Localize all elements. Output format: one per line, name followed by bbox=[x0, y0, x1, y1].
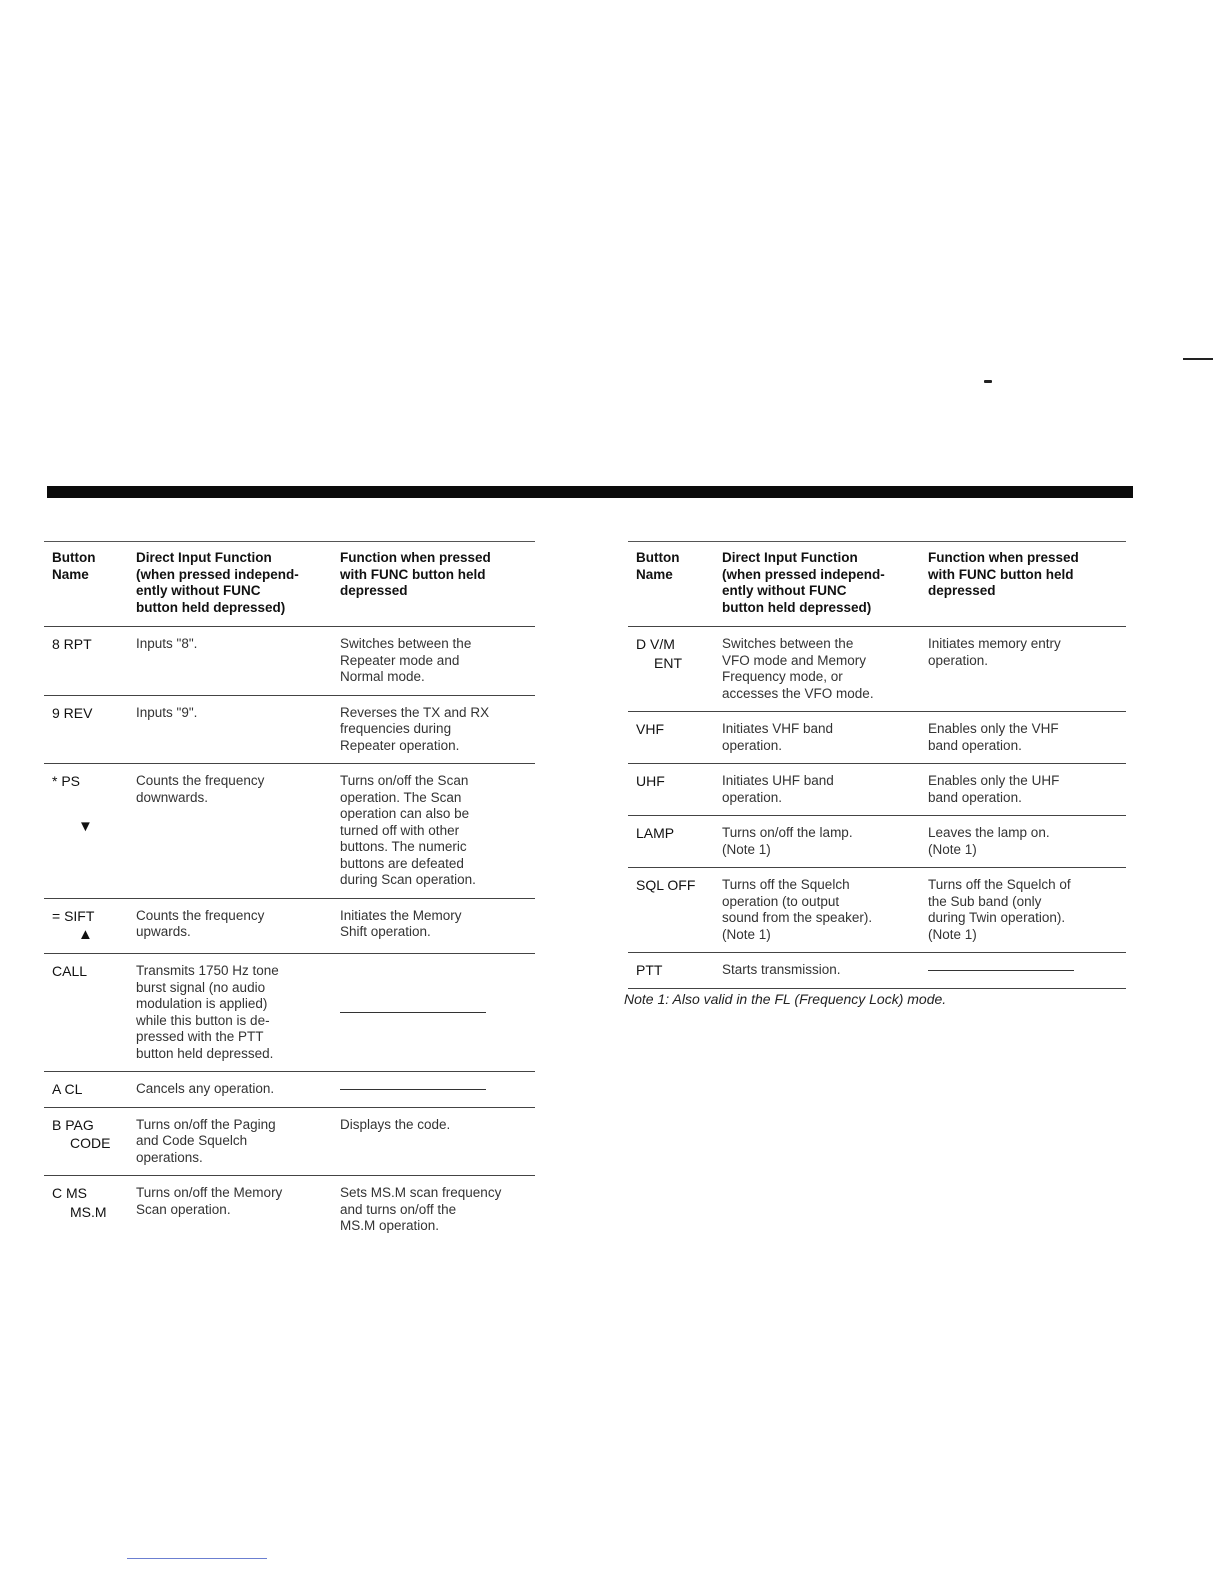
header-func-pressed: Function when pressed with FUNC button held depressed bbox=[332, 542, 535, 627]
dash-rule bbox=[928, 970, 1074, 971]
table-row bbox=[628, 816, 1126, 868]
button-name bbox=[44, 1176, 128, 1244]
table-row bbox=[44, 695, 535, 764]
button-label: SQL OFF bbox=[636, 877, 696, 893]
func-function: Sets MS.M scan frequency and turns on/off the MS.M operation. bbox=[340, 1185, 502, 1233]
table-row bbox=[628, 868, 1126, 953]
button-name bbox=[44, 898, 128, 954]
button-label: C MS bbox=[52, 1185, 87, 1201]
footer-rule bbox=[127, 1558, 267, 1559]
func-function-empty bbox=[332, 954, 535, 1072]
func-function: Displays the code. bbox=[332, 1107, 535, 1176]
button-label: VHF bbox=[636, 721, 664, 737]
direct-function: Counts the frequency upwards. bbox=[128, 898, 332, 954]
direct-function: Turns on/off the Memory Scan operation. bbox=[136, 1185, 283, 1217]
func-function-empty bbox=[332, 1072, 535, 1108]
direct-function: Cancels any operation. bbox=[128, 1072, 332, 1108]
func-function: Initiates memory entry operation. bbox=[920, 627, 1126, 712]
button-label: 9 REV bbox=[52, 704, 93, 721]
header-rule bbox=[47, 486, 1133, 498]
header-button-name: Button Name bbox=[628, 542, 714, 627]
scan-speck bbox=[984, 380, 992, 383]
button-sublabel: ENT bbox=[654, 654, 682, 671]
button-label: PTT bbox=[636, 962, 663, 978]
header-button-name: Button Name bbox=[44, 542, 128, 627]
func-function: Turns off the Squelch of the Sub band (only during Twin operation). (Note 1) bbox=[920, 868, 1126, 953]
button-name bbox=[628, 712, 714, 764]
direct-function: Inputs "9". bbox=[128, 695, 332, 764]
button-name bbox=[44, 627, 128, 696]
direct-function: Transmits 1750 Hz tone burst signal (no audio modulation is applied) while this button is de- pressed with the PTT button held depressed. bbox=[128, 954, 332, 1072]
button-name bbox=[628, 627, 714, 712]
func-function: Reverses the TX and RX frequencies during Repeater operation. bbox=[332, 695, 535, 764]
func-function-empty bbox=[920, 953, 1126, 989]
button-label: A CL bbox=[52, 1081, 83, 1097]
direct-function: Initiates UHF band operation. bbox=[714, 764, 920, 816]
button-sublabel: CODE bbox=[70, 1135, 111, 1151]
table-row bbox=[44, 1176, 535, 1244]
edge-mark bbox=[1183, 358, 1213, 360]
button-label: D V/M bbox=[636, 636, 675, 652]
button-label: UHF bbox=[636, 773, 665, 789]
direct-function: Turns off the Squelch operation (to output sound from the speaker). (Note 1) bbox=[714, 868, 920, 953]
button-name bbox=[628, 764, 714, 816]
table-row bbox=[628, 712, 1126, 764]
button-name bbox=[628, 953, 714, 989]
header-direct-input: Direct Input Function (when pressed independ- ently without FUNC button held depressed) bbox=[714, 542, 920, 627]
table-row bbox=[44, 1107, 535, 1176]
header-direct-input: Direct Input Function (when pressed independ- ently without FUNC button held depressed) bbox=[128, 542, 332, 627]
direct-function: Starts transmission. bbox=[714, 953, 920, 989]
direct-function: Initiates VHF band operation. bbox=[714, 712, 920, 764]
button-name bbox=[628, 816, 714, 868]
button-name bbox=[44, 954, 128, 1072]
table-row bbox=[44, 627, 535, 696]
button-label: LAMP bbox=[636, 825, 675, 841]
table-header bbox=[628, 542, 1126, 627]
dash-rule bbox=[340, 1089, 486, 1090]
down-triangle-icon: ▼ bbox=[78, 817, 93, 835]
table-row bbox=[44, 1072, 535, 1108]
func-function: Turns on/off the Scan operation. The Scan operation can also be turned off with other buttons. The numeric buttons are defeated during Scan operation. bbox=[332, 764, 535, 899]
table-row bbox=[628, 953, 1126, 989]
footnote: Note 1: Also valid in the FL (Frequency Lock) mode. bbox=[624, 991, 947, 1007]
button-name bbox=[628, 868, 714, 953]
button-functions-table-left bbox=[44, 541, 535, 1244]
table-row bbox=[628, 627, 1126, 712]
direct-function: Inputs "8". bbox=[128, 627, 332, 696]
direct-function: Turns on/off the lamp. (Note 1) bbox=[714, 816, 920, 868]
dash-rule bbox=[340, 1012, 486, 1013]
button-sublabel: MS.M bbox=[70, 1203, 107, 1220]
table-row bbox=[44, 764, 535, 899]
button-functions-table-right bbox=[628, 541, 1126, 989]
table-header bbox=[44, 542, 535, 627]
button-name bbox=[44, 1107, 128, 1176]
button-label: * PS bbox=[52, 773, 81, 789]
table-row bbox=[44, 898, 535, 954]
func-function: Leaves the lamp on. (Note 1) bbox=[920, 816, 1126, 868]
func-function: Switches between the Repeater mode and Normal mode. bbox=[332, 627, 535, 696]
button-name bbox=[44, 1072, 128, 1108]
direct-function: Switches between the VFO mode and Memory Frequency mode, or accesses the VFO mode. bbox=[714, 627, 920, 712]
button-name bbox=[44, 695, 128, 764]
direct-function: Counts the frequency downwards. bbox=[128, 764, 332, 899]
button-name bbox=[44, 764, 128, 899]
func-function: Enables only the UHF band operation. bbox=[920, 764, 1126, 816]
func-function: Initiates the Memory Shift operation. bbox=[332, 898, 535, 954]
direct-function: Turns on/off the Paging and Code Squelch operations. bbox=[128, 1107, 332, 1176]
up-triangle-icon: ▲ bbox=[78, 926, 93, 943]
button-label: CALL bbox=[52, 963, 88, 979]
header-func-pressed: Function when pressed with FUNC button held depressed bbox=[920, 542, 1126, 627]
button-label: B PAG bbox=[52, 1116, 94, 1133]
table-row bbox=[44, 954, 535, 1072]
func-function: Enables only the VHF band operation. bbox=[920, 712, 1126, 764]
button-label: = SIFT bbox=[52, 907, 95, 924]
button-label: 8 RPT bbox=[52, 636, 92, 652]
table-row bbox=[628, 764, 1126, 816]
